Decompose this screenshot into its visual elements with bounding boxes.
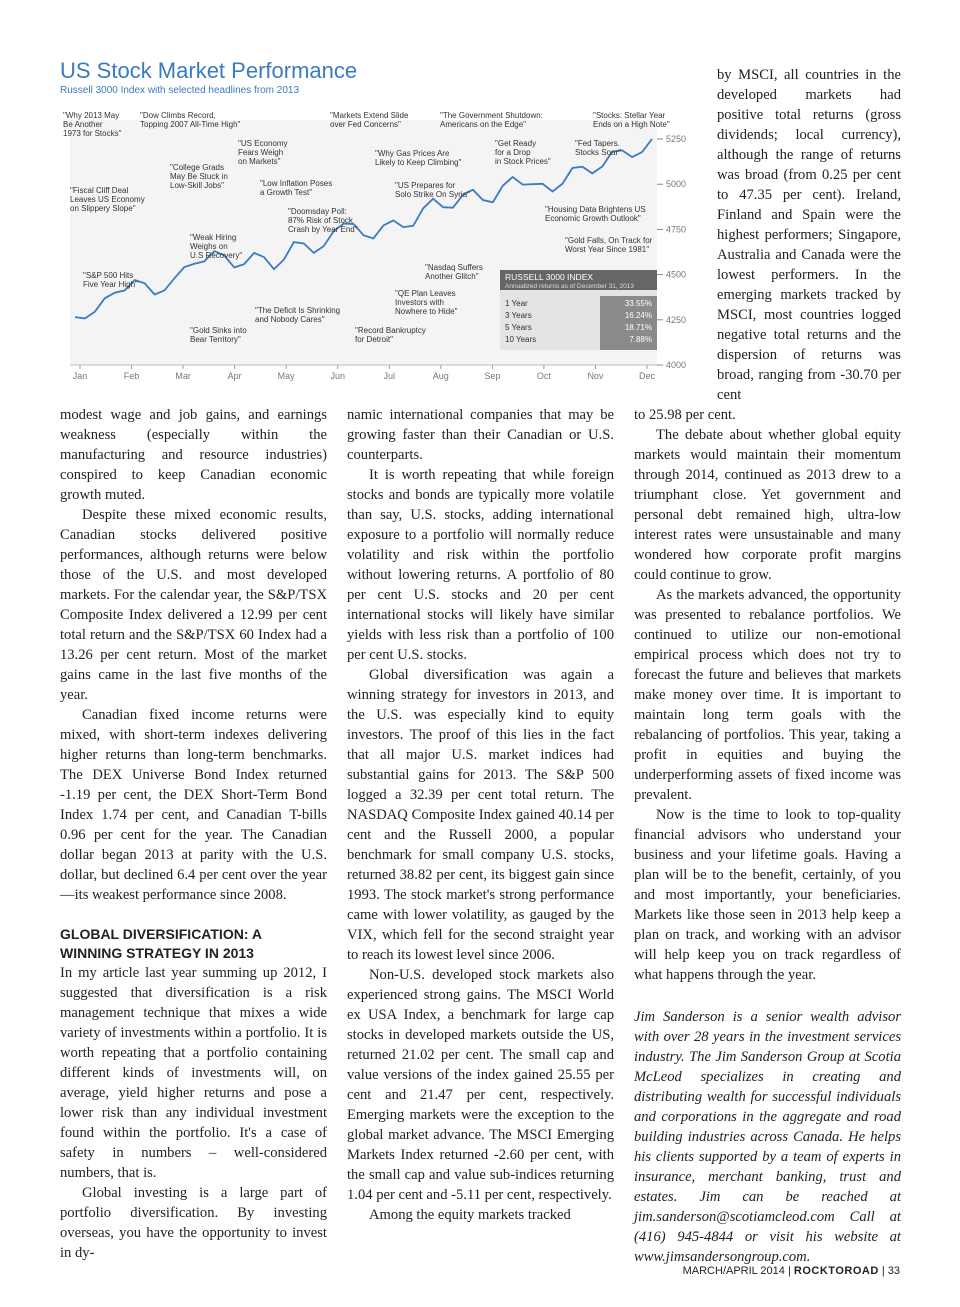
headline-annotation: "Record Bankruptcy for Detroit" bbox=[355, 326, 426, 344]
table-title: RUSSELL 3000 INDEX bbox=[505, 272, 594, 282]
paragraph: As the markets advanced, the opportunity was presented to rebalance portfolios. We continued to utilize our non-emotional empirical process which does not try to forecast the future and believes that markets make money over time. It is important to maintain long term goals with the rebalancing of portfolios. This year, taking a profit in equities and buying the underperforming assets of fixed income was prevalent. bbox=[634, 587, 901, 803]
paragraph: Non-U.S. developed stock markets also experienced strong gains. The MSCI World ex USA Index, a benchmark for large cap stocks in developed markets outside the US, returned 21.02 per cent. The small cap and value versions of the index gained 25.55 per cent and 21.47 per cent, respectively. Emerging markets were the exception to the global market advance. The MSCI Emerging Markets Index returned -2.60 per cent, with the small cap and value sub-indices returning 1.04 per cent and -5.11 per cent, respectively. bbox=[347, 967, 614, 1203]
stock-chart bbox=[55, 100, 705, 390]
x-tick-label: Apr bbox=[227, 371, 242, 381]
headline-annotation: "Gold Falls, On Track for Worst Year Since 1981" bbox=[565, 236, 653, 254]
headline-annotation: "Markets Extend Slide over Fed Concerns" bbox=[330, 111, 409, 129]
headline-annotation: "The Government Shutdown: Americans on the Edge" bbox=[440, 111, 543, 129]
headline-annotation: "Doomsday Poll: 87% Risk of Stock Crash by Year End" bbox=[288, 207, 358, 234]
x-tick-label: Dec bbox=[638, 371, 656, 381]
paragraph: It is worth repeating that while foreign stocks and bonds are typically more volatile than say, U.S. stocks, adding international exposure to a portfolio will normally reduce volatility and risk within the portfolio without lowering returns. A portfolio of 80 per cent U.S. stocks and 20 per cent international stocks will likely have similar yields with less risk than a portfolio of 100 per cent U.S. stocks. bbox=[347, 467, 614, 663]
table-value: 33.55% bbox=[624, 299, 652, 308]
x-axis bbox=[70, 365, 657, 381]
headline-annotation: "Nasdaq Suffers Another Glitch" bbox=[425, 263, 483, 281]
y-tick-label: 4750 bbox=[666, 224, 687, 235]
paragraph: The debate about whether global equity markets would maintain their momentum through 2014, continued as 2013 drew to a triumphant close. Yet government and personal debt remained high, ultra-low interest rates were unsustainable and many wondered how corporate profit margins could continue to grow. bbox=[634, 427, 901, 583]
headline-annotation: "Low Inflation Poses a Growth Test" bbox=[260, 179, 333, 197]
headline-annotation: "Weak Hiring Weighs on U.S Recovery" bbox=[190, 233, 243, 260]
x-tick-label: Aug bbox=[432, 371, 449, 381]
headline-annotation: "Fiscal Cliff Deal Leaves US Economy on Slippery Slope" bbox=[70, 186, 145, 213]
paragraph: by MSCI, all countries in the developed markets had positive total returns (gross dividends; local currency), although the range of returns was broad (from 0.25 per cent to 47.35 per cent). Ireland, Finland and Spain were the highest performers; Singapore, Australia and Canada were the lowest performers. In the emerging markets tracked by MSCI, most countries logged negative total returns and the dispersion of returns was broad, ranging from -30.70 per cent bbox=[717, 67, 901, 403]
page-footer: MARCH/APRIL 2014 | ROCKTOROAD | 33 bbox=[682, 1265, 900, 1277]
footer-issue: MARCH/APRIL 2014 bbox=[682, 1265, 785, 1277]
y-tick-label: 4000 bbox=[666, 360, 687, 370]
headline-annotation: "QE Plan Leaves Investors with Nowhere to Hide" bbox=[395, 289, 458, 316]
paragraph: Global diversification was again a winning strategy for investors in 2013, and the U.S. was especially kind to equity investors. The proof of this lies in the fact that all major U.S. market indices had substantial gains for 2013. The S&P 500 logged a 32.39 per cent total return. The NASDAQ Composite Index gained 40.14 per cent and the Russell 2000, a popular benchmark for small company U.S. stocks, returned 38.82 per cent, its biggest gain since 1993. The stock market's strong performance came with lower volatility, as gauged by the VIX, which fell for the second straight year to reach its lowest level since 2006. bbox=[347, 667, 614, 963]
headline-annotation: "US Economy Fears Weigh on Markets" bbox=[238, 139, 288, 166]
x-tick-label: Oct bbox=[536, 371, 551, 381]
headline-annotation: "S&P 500 Hits Five Year High" bbox=[83, 271, 138, 289]
headline-annotation: "College Grads May Be Stuck in Low-Skill Jobs" bbox=[170, 163, 228, 190]
x-tick-label: Jan bbox=[72, 371, 88, 381]
headline-annotation: "Get Ready for a Drop in Stock Prices" bbox=[495, 139, 551, 166]
chart-subtitle: Russell 3000 Index with selected headlines from 2013 bbox=[60, 85, 300, 96]
table-subtitle: Annualized returns as of December 31, 2013 bbox=[505, 283, 634, 290]
headline-annotation: "The Deficit Is Shrinking and Nobody Cares" bbox=[255, 306, 341, 324]
table-period: 5 Years bbox=[505, 323, 532, 332]
paragraph: namic international companies that may be growing faster than their Canadian or U.S. counterparts. bbox=[347, 407, 614, 463]
footer-page-number: 33 bbox=[887, 1265, 900, 1277]
headline-annotation: "Housing Data Brightens US Economic Growth Outlook" bbox=[545, 205, 646, 223]
table-period: 1 Year bbox=[505, 299, 528, 308]
headline-annotation: "Dow Climbs Record, Topping 2007 All-Time High" bbox=[140, 111, 241, 129]
headline-annotation: "Stocks: Stellar Year Ends on a High Note" bbox=[593, 111, 670, 129]
paragraph: Global investing is a large part of portfolio diversification. By investing overseas, you have the opportunity to invest in dy- bbox=[60, 1185, 327, 1261]
column-3-top bbox=[717, 65, 901, 405]
paragraph: Despite these mixed economic results, Canadian stocks delivered positive performances, although returns were below those of the U.S. and most developed markets. For the calendar year, the S&P/TSX Composite Index delivered a 12.99 per cent total return and the S&P/TSX 60 Index had a 13.26 per cent return. Most of the market gains came in the last five months of the year. bbox=[60, 507, 327, 703]
paragraph: Now is the time to look to top-quality financial advisors who understand your business and your lifetime goals. Having a plan will be to the benefit, certainly, of you and most importantly, your beneficiaries. Markets like those seen in 2013 help keep a plan on track, and working with an advisor will help keep you on track regardless of what happens through the year. bbox=[634, 807, 901, 983]
headline-annotation: "US Prepares for Solo Strike On Syria" bbox=[395, 181, 470, 199]
y-tick-label: 5250 bbox=[666, 134, 687, 145]
table-value: 16.24% bbox=[624, 311, 652, 320]
y-tick-label: 5000 bbox=[666, 179, 687, 190]
table-period: 3 Years bbox=[505, 311, 532, 320]
x-tick-label: Sep bbox=[484, 371, 501, 381]
x-tick-label: Feb bbox=[123, 371, 140, 381]
column-1 bbox=[60, 405, 327, 1263]
x-tick-label: Nov bbox=[587, 371, 604, 381]
paragraph: modest wage and job gains, and earnings weakness (especially within the manufacturing and resource industries) conspired to keep Canadian economic growth muted. bbox=[60, 407, 327, 503]
x-tick-label: Jun bbox=[330, 371, 345, 381]
headline-annotation: "Fed Tapers. Stocks Soar" bbox=[575, 139, 621, 157]
chart-title: US Stock Market Performance bbox=[60, 58, 358, 83]
author-bio: Jim Sanderson is a senior wealth advisor with over 28 years in the investment services industry. The Jim Sanderson Group at Scotia McLeod specializes in creating and distributing wealth for successful individuals and corporations in the aggregate and road building industries across Canada. He helps his clients supported by a team of experts in insurance, merchant banking, trust and estates. Jim can be reached at jim.sanderson@scotiamcleod.com Call at (416) 945-4844 or visit his website at www.jimsandersongroup.com. bbox=[634, 1009, 901, 1265]
footer-brand: ROCKTOROAD bbox=[793, 1265, 879, 1277]
paragraph: Canadian fixed income returns were mixed, with short-term indexes delivering higher returns than long-term benchmarks. The DEX Universe Bond Index returned -1.19 per cent, the DEX Short-Term Bond Index 1.74 per cent, and Canadian T-bills 0.96 per cent for the year. The Canadian dollar began 2013 at parity with the U.S. dollar, but declined 6.4 per cent over the year—its weakest performance since 2008. bbox=[60, 707, 327, 903]
column-2 bbox=[347, 405, 614, 1225]
section-heading: GLOBAL DIVERSIFICATION: A WINNING STRATEGY IN 2013 bbox=[60, 926, 262, 961]
y-axis bbox=[657, 134, 686, 370]
returns-table bbox=[500, 270, 657, 350]
column-3 bbox=[634, 405, 901, 1267]
paragraph: In my article last year summing up 2012, I suggested that diversification is a risk management technique that mixes a wide variety of investments within a portfolio. It is worth repeating that a portfolio containing different kinds of investments will, on average, yield higher returns and pose a lower risk than any individual investment found within the portfolio. It's a case of safety in numbers – well-considered numbers, that is. bbox=[60, 965, 327, 1181]
headline-annotation: "Gold Sinks into Bear Territory" bbox=[190, 326, 247, 344]
y-tick-label: 4500 bbox=[666, 269, 687, 280]
table-period: 10 Years bbox=[505, 335, 537, 344]
paragraph: Among the equity markets tracked bbox=[369, 1207, 571, 1223]
y-tick-label: 4250 bbox=[666, 314, 687, 325]
x-tick-label: Mar bbox=[175, 371, 191, 381]
table-value: 18.71% bbox=[624, 323, 652, 332]
headline-annotation: "Why Gas Prices Are Likely to Keep Climbing" bbox=[375, 149, 462, 167]
paragraph: to 25.98 per cent. bbox=[634, 407, 736, 423]
x-tick-label: May bbox=[277, 371, 295, 381]
headline-annotation: "Why 2013 May Be Another 1973 for Stocks" bbox=[63, 111, 122, 138]
x-tick-label: Jul bbox=[383, 371, 396, 381]
table-value: 7.88% bbox=[629, 335, 652, 344]
